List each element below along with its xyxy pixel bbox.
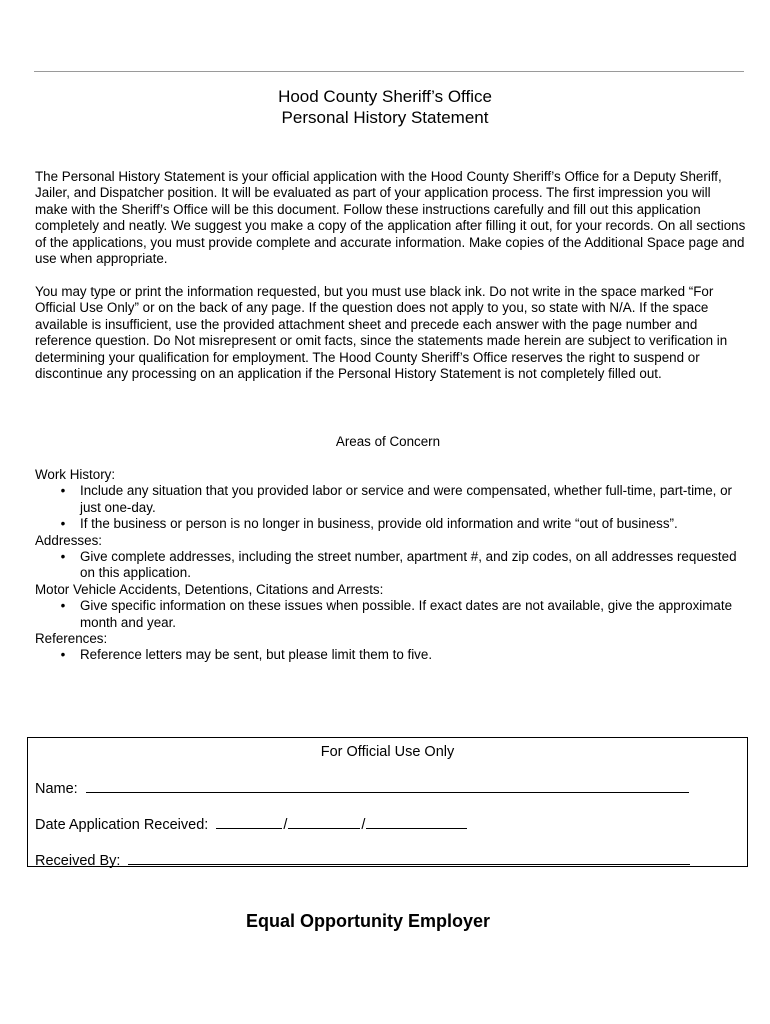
list-item	[35, 516, 747, 532]
intro-paragraph-1: The Personal History Statement is your official application with the Hood County Sheriff’s Office for a Deputy Sheriff, Jailer, and Dispatcher position. It will be evaluated as part of your application process. The first impression you will make with the Sheriff’s Office will be this document. Follow these instructions carefully and fill out this application completely and neatly. We suggest you make a copy of the application after filling it out, for your records. On all sections of the applications, you must provide complete and accurate information. Make copies of the Additional Space page and use when appropriate.	[35, 169, 746, 267]
list-item-text: Include any situation that you provided labor or service and were compensated, whether full-time, part-time, or just one-day.	[80, 483, 733, 515]
section-work-history	[35, 467, 747, 533]
equal-opportunity-heading: Equal Opportunity Employer	[245, 911, 491, 931]
bullet-list	[35, 549, 747, 582]
section-heading: References:	[35, 631, 108, 647]
section-addresses	[35, 533, 747, 582]
name-field[interactable]	[86, 778, 689, 793]
date-received-row	[35, 814, 467, 834]
areas-of-concern-heading: Areas of Concern	[335, 434, 441, 449]
document-title: Personal History Statement	[281, 108, 489, 127]
section-motor-vehicle	[35, 582, 747, 631]
bullet-list	[35, 647, 747, 663]
name-label: Name:	[35, 781, 78, 797]
list-item-text: Give complete addresses, including the street number, apartment #, and zip codes, on all addresses requested on this application.	[80, 549, 737, 581]
bullet-list	[35, 483, 747, 532]
date-received-label: Date Application Received:	[35, 817, 209, 833]
section-references	[35, 631, 747, 664]
bullet-list	[35, 598, 747, 631]
received-by-row	[35, 850, 690, 870]
list-item-text: If the business or person is no longer in business, provide old information and write “out of business”.	[80, 516, 678, 532]
list-item	[35, 549, 747, 582]
section-heading: Addresses:	[35, 532, 102, 548]
bullet-icon: •	[60, 647, 66, 663]
official-use-title: For Official Use Only	[320, 744, 455, 760]
organization-name: Hood County Sheriff’s Office	[278, 87, 492, 106]
bullet-icon: •	[60, 549, 66, 565]
bullet-icon: •	[60, 483, 66, 499]
date-month-field[interactable]	[216, 814, 282, 829]
name-row	[35, 778, 689, 798]
areas-of-concern-list	[35, 467, 747, 664]
list-item	[35, 598, 747, 631]
bullet-icon: •	[60, 598, 66, 614]
received-by-field[interactable]	[128, 850, 690, 865]
list-item	[35, 483, 747, 516]
top-divider	[34, 71, 744, 72]
section-heading: Work History:	[35, 467, 116, 482]
list-item-text: Give specific information on these issues when possible. If exact dates are not available, give the approximate month and year.	[80, 598, 733, 630]
list-item	[35, 647, 747, 663]
intro-paragraph-2: You may type or print the information requested, but you must use black ink. Do not write in the space marked “For Official Use Only” or on the back of any page. If the question does not apply to you, so state with N/A. If the space available is insufficient, use the provided attachment sheet and precede each answer with the page number and reference question. Do Not misrepresent or omit facts, since the statements made herein are subject to verification in determining your qualification for employment. The Hood County Sheriff’s Office reserves the right to suspend or discontinue any processing on an application if the Personal History Statement is not completely filled out.	[35, 284, 728, 382]
list-item-text: Reference letters may be sent, but please limit them to five.	[80, 647, 433, 663]
received-by-label: Received By:	[35, 853, 121, 869]
official-use-box	[27, 737, 748, 867]
document-header	[0, 86, 770, 128]
section-heading: Motor Vehicle Accidents, Detentions, Citations and Arrests:	[35, 581, 384, 597]
date-day-field[interactable]	[288, 814, 360, 829]
bullet-icon: •	[60, 516, 66, 532]
date-year-field[interactable]	[366, 814, 467, 829]
date-separator: /	[283, 817, 288, 833]
date-separator: /	[361, 817, 366, 833]
